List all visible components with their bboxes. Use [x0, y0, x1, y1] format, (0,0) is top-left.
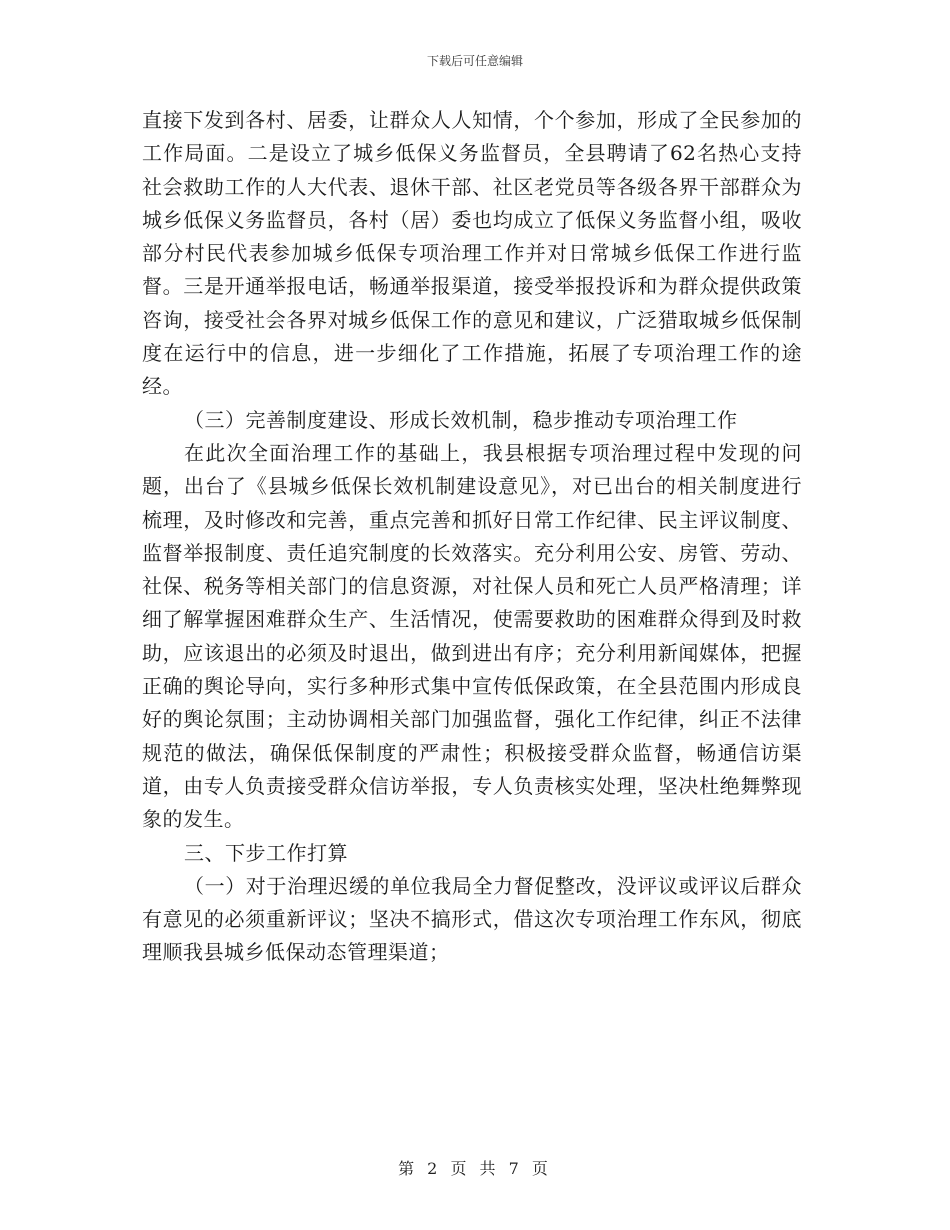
section-heading-3: （三）完善制度建设、形成长效机制，稳步推动专项治理工作: [184, 407, 738, 432]
paragraph-system-building: 在此次全面治理工作的基础上，我县根据专项治理过程中发现的问题，出台了《县城乡低保长效机制建设意见》，对已出台的相关制度进行梳理，及时修改和完善，重点完善和抓好日常工作纪律、民主评议制度、监督举报制度、责任追究制度的长效落实。充分利用公安、房管、劳动、社保、税务等相关部门的信息资源，对社保人员和死亡人员严格清理；详细了解掌握困难群众生产、生活情况，使需要救助的困难群众得到及时救助，应该退出的必须及时退出，做到进出有序；充分利用新闻媒体，把握正确的舆论导向，实行多种形式集中宣传低保政策，在全县范围内形成良好的舆论氛围；主动协调相关部门加强监督，强化工作纪律，纠正不法律规范的做法，确保低保制度的严肃性；积极接受群众监督，畅通信访渠道，由专人负责接受群众信访举报，专人负责核实处理，坚决杜绝舞弊现象的发生。: [142, 440, 802, 832]
document-body: [142, 104, 802, 970]
section-heading-next-steps: 三、下步工作打算: [184, 840, 348, 865]
paragraph-next-step-1: （一）对于治理迟缓的单位我局全力督促整改，没评议或评议后群众有意见的必须重新评议；坚决不搞形式，借这次专项治理工作东风，彻底理顺我县城乡低保动态管理渠道；: [142, 873, 802, 965]
page-number: 第 2 页 共 7 页: [398, 1159, 552, 1178]
paragraph-continuation: 直接下发到各村、居委，让群众人人知情，个个参加，形成了全民参加的工作局面。二是设立了城乡低保义务监督员，全县聘请了62名热心支持社会救助工作的人大代表、退休干部、社区老党员等各级各界干部群众为城乡低保义务监督员，各村（居）委也均成立了低保义务监督小组，吸收部分村民代表参加城乡低保专项治理工作并对日常城乡低保工作进行监督。三是开通举报电话，畅通举报渠道，接受举报投诉和为群众提供政策咨询，接受社会各界对城乡低保工作的意见和建议，广泛猎取城乡低保制度在运行中的信息，进一步细化了工作措施，拓展了专项治理工作的途经。: [142, 108, 802, 399]
page-header: 下载后可任意编辑: [426, 54, 523, 68]
